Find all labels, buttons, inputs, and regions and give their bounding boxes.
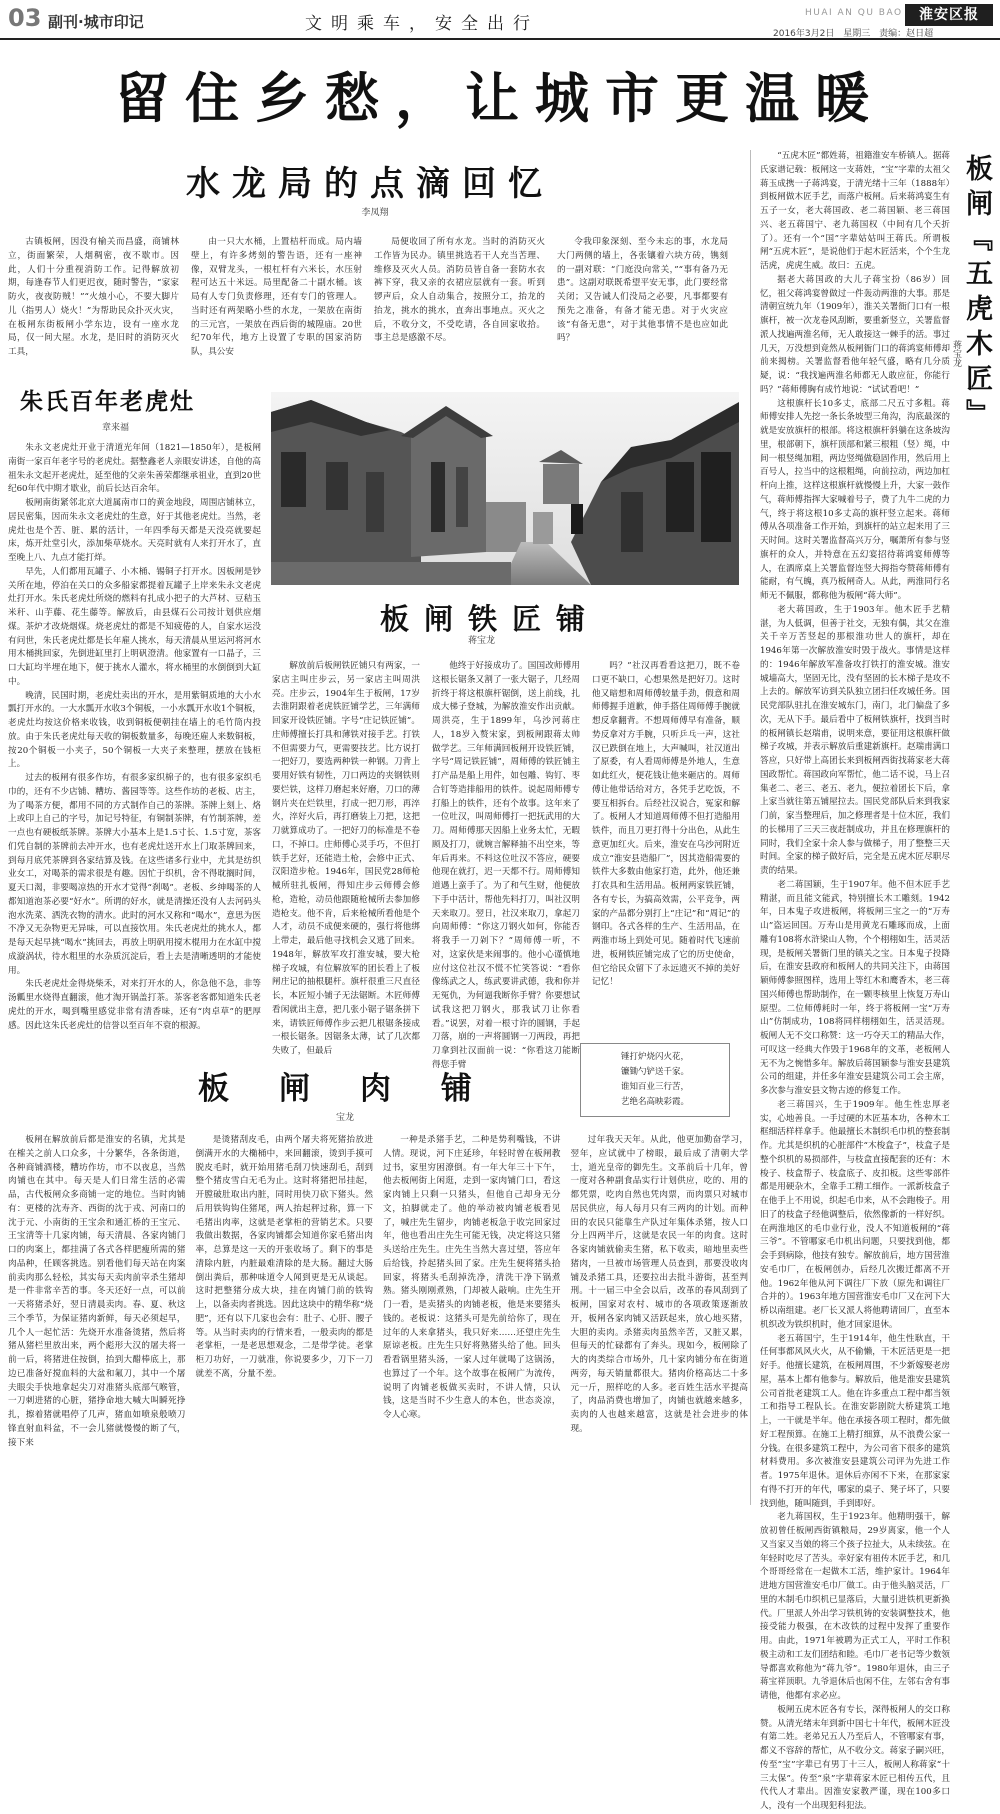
issue-weekday: 星期三	[843, 29, 871, 39]
paper-logo: 淮安区报	[905, 4, 993, 26]
article-author: 宝龙	[336, 1113, 355, 1123]
paragraph: 早先，人们都用瓦罐子、小木桶、锡铜子打开水。因板闸是钞关所在地，停泊在关口的众多船家都提着瓦罐子上岸来朱永文老虎灶打开水。朱氏老虎灶所烧的燃料有扎成小把子的大芦材、豆秸玉米秆、山芋藤、花生藤等。解放后，由县煤石公司按计划供应烟煤。茶炉才改烧烟煤。烧老虎灶的都是不知疲倦的人，自家水运没有问世，朱氏老虎灶都是长年雇人挑水，每天清晨从里运河将河水用木桶挑回家，先倒进缸里打上明矾澄清。他家置有一口晶子，三口大缸均半埋在地下，便于挑水人灌水，将水桶里的水倒倒到大缸中。	[8, 566, 261, 687]
article-title-tiger-stove: 朱氏百年老虎灶	[20, 388, 195, 415]
main-headline: 留住乡愁，让城市更温暖	[115, 67, 885, 130]
paragraph: 老二蒋国颖，生于1907年。他不但木匠手艺精湛，而且能文能武，特别擅长木工雕刻。1942年，日本鬼子攻进板闸，将板闸三宝之一的“万寿山”盗运回国。万寿山是用黄龙石雕琢而成，上面雕有108将水浒梁山人物，个个栩栩如生，活灵活现，是板闸关署衙门里的镇关之宝。日本鬼子投降后，在淮安县政府和板闸人的共同关注下，由蒋国颖师傅参照图样，选用上等红木和鹰香木，老三蒋国兴师傅也帮助制作，在一颗枣核里上恢复万寿山原型。二位师傅耗时一年，终于将板闸一宝“万寿山”仿制成功，108将同样栩栩如生，活灵活现。板闸人无不交口称赞：这一巧夺天工的精品大作，可叹这一经典大作毁于1968年的文革，老板闸人无不为之惋惜多年。解放后蒋国颖参与淮安县建筑公司的组建，并任多年淮安县建筑公司工会主席，多次参与淮安县文物古迹的修复工作。	[760, 879, 950, 1096]
paragraph: 老九蒋国权，生于1923年。他精明强干，解放初曾任板闸西街镇粮局，29岁离家，他一个人又当家又当娘的将三个孩子拉扯大，从未续弦。在年轻时吃尽了苦头。幸好家有祖传木匠手艺，和几个哥哥经常在一起做木工活，维护家计。1964年进地方国营淮安毛巾厂做工。由于他头脑灵活，厂里的木制毛巾织机已显落后，大量引进铁机更新换代。厂里派人外出学习铁机铸的安装调整技术，他接受能力极强，在木改铁的过程中发挥了重要作用。由此，1971年被聘为正式工人，平时工作积极主动和工友们团结和睦。毛巾厂老书记等少数领导都喜欢称他为“蒋九爷”。1980年退休，由三子蒋宝祥顶职。九爷退休后也闲不住，左邻右舍有事请他，他都有求必应。	[760, 1512, 950, 1701]
text-column: 是烫猪刮皮毛，由两个屠夫将死猪抬放进倒满开水的大椭桶中，来回翻滚，烫到手摸可脱皮毛时，就开始用猪毛刮刀快速刮毛，刮到整个猪皮雪白无毛为止。这时将猪把吊挂起，开膛破肚取出内脏，同时用快刀砍下猪头。然后用铁钩钩住猪尾，两人抬起秤过称，算一下毛猪出肉率，这就是老掌柜的营销艺术。只要我做出数据，各家肉铺都会知道你家毛猪出肉率，总算是这一天的开张收场了。剩下的事是清除内脏，内脏最难清除的是大肠。翻过大肠倒出粪后，那种味道令人闻到更是无从谈起。这时把整猪分成大块，挂在肉铺门前的铁钩上，以备卖肉者挑选。因此这块中的精华称“烧肥”，还有以下几家也会有：肚子、心肝、腰子等。从当时卖肉的行情来看，一般卖肉的都是老掌柜，一是老思想观念，二是带学徒。老掌柜刀功好，一刀就准，你说要多少，刀下一刀就差不离，分量不差。	[195, 1135, 373, 1379]
poem-line: 谁知百业三行苦，	[620, 1081, 689, 1092]
article-title-butcher: 板闸肉铺	[198, 1071, 522, 1107]
page-number: 03	[8, 4, 42, 32]
paragraph: 据老大蒋国政的大儿子蒋宝扮（86岁）回忆，祖父蒋鸿宴曾做过一件轰动两淮的大事。那是清朝宣统九年（1909年），淮关关署衙门口有一根旗杆，被一次龙卷风刮断，要重新竖立，关署监督派人找遍两淮名师，无人敢接这一棘手的活。事过几天，万没想到竟然从板闸衙门口的蒋鸿宴师傅却前来揭榜。关署监督看他年轻气盛，略有几分质疑，说：“我找遍两淮名师都无人敢应征，你能行吗？”蒋师傅胸有成竹地说：“试试看吧！”	[760, 274, 950, 395]
article-body-five-tiger-carpenters	[760, 150, 950, 1811]
paragraph: 这根旗杆长10多丈，底部二尺五寸多粗。蒋师傅安排人先挖一条长条坡型三角沟，沟底最深的就是安放旗杆的根部。将这根旗杆斜躺在这条坡沟里，根部朝下，旗杆顶部和紧三根粗（竖）绳，中间一根竖绳加粗，两边竖绳做稳固作用，然后用上百号人，拉当中的这根粗绳，向前拉动，两边加杠杆向上推，这样这根旗杆就慢慢上升，大家一鼓作气，蒋师傅指挥大家喊着号子，费了九牛二虎的力气，终于将这根10多丈高的旗杆竖立起来。蒋师傅从各项准备工作开始，到旗杆的站立起来用了三天时间。这时关署监督高兴万分，嘱萧所有参与竖旗杆的众人，并特意在五幻宴招待蒋鸿宴师傅等人，在酒席桌上关署监督连竖大拇指夸赞蒋师傅有能耐，有气魄，真乃板闸奇人。从此，两淮同行名师无不佩服，都称他为板闸“蒋大师”。	[760, 398, 950, 601]
text-column: 板闸在解放前后都是淮安的名镇，尤其是在榷关之前人口众多，十分繁华，各条街道，各种商铺酒楼，糟坊作坊，市不以夜息，当然肉铺也在其中。每天是人们日常生活的必需品，古代板闸众多商铺一定的地位。当时肉铺有：更楼的沈寿齐、西街的沈于戎、河南口的沈于元、小南街的王宝余和通汇桥的王宝元、王宝清等十几家肉铺，每天清晨、各家肉铺门口的肉案上，都挂满了各式各样肥瘦所需的猪肉品种，任顾客挑选。别看他们每天站在肉案前卖肉那么轻松，其实每天卖肉前宰杀生猪却是一件非常辛苦的事。冬天还好一点，可以前一天将猪杀好，翌日清晨卖肉。春、夏、秋这三个季节，为保证猪肉新鲜，每天必须起早，几个人一起忙活：先烧开水准备烫猪，然后将猪从猪栏里放出来，两个彪形大汉的屠夫将一前一后，将猪进住按倒，抬到大醋棒底上，那边已准备好搅血料的大盆和氟刀，其中一个屠夫眼尖手快地拿起尖刀对准猪头底部气喉管，一刀刺进猪的心脏，猪挣命地大喊大叫瞬死挣扎，擦着猪就唱停了几声，猪血如喷泉般喷刀锋直射血料盆，不一会儿猪就慢慢的断了气，接下来	[8, 1135, 186, 1448]
article-author: 李凤翔	[361, 208, 389, 218]
issue-date: 2016年3月2日	[773, 29, 835, 39]
poem-line: 镰锄勺铲送千家。	[620, 1066, 689, 1077]
poem-box	[580, 1043, 730, 1117]
article-body-butcher	[8, 1134, 748, 1509]
old-street-photo	[271, 392, 739, 585]
paragraph: “五虎木匠”都姓蒋，祖籍淮安车桥镇人。据蒋氏家谱记载：板闸这一支蒋姓，“宝”字辈的太祖父蒋玉成携一子蒋鸿宴，于清光绪十三年（1888年）到板闸做木匠手艺，而落户板闸。后来蒋鸿宴生有五子一女，老大蒋国政、老二蒋国颖、老三蒋国兴、老五蒋国宁、老九蒋国权（中间有几个夭折了）。还有一个“国”字辈姑姑叫王蒋氏。所谓板闸“五虎木匠”，是说他们于起木匠活来，个个生龙活虎，虎虎生威。故曰：五虎。	[760, 151, 950, 271]
text-column: 局便收回了所有水龙。当时的消防灭火工作皆为民办。镇里挑选若干人充当苦理、维修及灭火人员。消防员皆自备一套防水衣裤下穿，我又亲的衣裙应层就有一套。听到锣声后，众人自动集合，按照分工，抬龙的抬龙，挑水的挑水，直奔出事地点。灭火之后，不收分文，不受吃请，各自回家收拾。事主总是感激不尽。	[374, 237, 545, 344]
article-title-five-tiger-carpenters: 板闸『五虎木匠』	[961, 154, 992, 434]
column-divider	[750, 150, 751, 1505]
section-name: 副刊·城市印记	[48, 13, 144, 31]
poem-line: 锤打炉烧闪火花，	[620, 1052, 689, 1062]
text-column: 由一只大水桶，上置桔杆而成。局内墙壁上，有许多烤刻的警告语，还有一座神像，双臂龙头，一根杠杆有六米长，水压射程可达五十米远。局里配备二十副水桶。该局有人专门负责修理，还有专门的管理人。当时还有两架略小些的水龙，一架放在南街的三元宫，一架放在西后街的城隍庙。20世纪70年代，地方上设置了专职的国家消防队，具公安	[191, 237, 362, 357]
text-column: 解放前后板闸铁匠铺只有两家，一家店主叫庄步云，另一家店主叫周洪亮。庄步云，1904年生于板闸，17岁去淮阴跟着老虎铁匠铺学艺，三年满师回家开设铁匠铺。字号“庄记铁匠铺”。庄师傅擅长打具和薄铁对接手艺。打铁不但需要力气，更需要技艺。比方说打一把好刀，要选两种铁一种钢。刀背上要用好铁有韧性，刀口两边的夹钢铁则要烂铁，这样刀磨起来好磨，刀口的薄钢片夹在烂铁里，打成一把刀形，再淬火，淬好火后，再打磨装上刀把，这把刀就算成功了。一把好刀的标准是不卷口，不掉口。庄师傅心灵手巧，不但打铁手艺好，还能造土枪，会修中正式、汉阳造步枪。1946年，国民党28师枪械所驻扎板闸，得知庄步云师傅会修枪，造枪，动员他跟随枪械所去参加修造枪支。他不肯，后来枪械所看他是个人才，动员不成便来硬的，强行将他绑上带走，最后他寻找机会又逃了回来。1948年，解放军攻打淮安城，要大枪梯子攻城，有位解放军的团长看上了板闸庄记的抽根腿杆。旗杆很重三尺直径长，本匠短小铺子无法锯断。木匠师傅看闲就出主意，把几张小锯子锯条拼下来，请铁匠师傅作步云把几根锯条接成一根长锯条。因锯条太薄，试了几次都失败了，但最后	[272, 661, 420, 1056]
header-slogan: 文明乘车，安全出行	[305, 14, 539, 34]
paragraph: 晚清，民国时期，老虎灶卖出的开水，是用紫铜质地的大小水瓢打开水的。一大水瓢开水收3个铜板，一小水瓢开水收1个铜板，老虎灶均按这价格来收钱，收到铜板便朝挂在墙上的毛竹筒内投放。由于朱氏老虎灶每天收的铜板数量多，每晚还雇人来数铜板，按20个铜板一小夹子，50个铜板一大夹子来整理，摆放在钱柜上。	[8, 690, 261, 770]
street-photo-illustration	[271, 392, 739, 585]
article-author: 章来福	[102, 423, 130, 433]
paragraph: 朱永文老虎灶开业于清道光年间（1821—1850年），是板闸南街一家百年老字号的老虎灶。据整鑫老人亲眼安讲述，自他的高祖朱永文起开老虎灶，延至他的父亲朱善荣都继承祖业，直到20世纪60年代中期才歇业，前后长达百余年。	[8, 443, 261, 495]
paragraph: 板闸南街紧邻北京大道属南市口的黄金地段，周围店铺林立，居民密集，因而朱永文老虎灶的生意，好于其他老虎灶。当然，老虎灶也是个苦、脏、累的活计，一年四季每天都是天没亮就要起床，炼开灶堂引火，添加柴草烧水。天亮时就有人来打开水了，直至晚上八、九点才能打烊。	[8, 498, 261, 563]
text-column: 他终于好接成功了。国国改师傅用这根长锯条又割了一张大锯子，几经周折终于将这根旗杆锯倒，送上前线，扎成大梯子登城，为解放淮安作出贡献。周洪亮，生于1899年，乌沙河蒋庄人，18岁入赘宋家，到板闸跟蒋太帅做学艺。三年师满回板闸开设铁匠铺，字号“周记铁匠铺”，周师傅的铁匠铺主打产品是船上用件，如包雕、钩钉、枣合钉等造排船用的铁件。说起周师傅专打船上的铁件，还有个故事。这年来了一位吐汉，叫周师傅打一把抚武用的大刀。周师傅那天因船上业务太忙，无暇顾及打刀，就婉言解释抽不出空来，等年后再来。不料这位吐汉不答应，硬要他现在就打，迟一天都不行。周师傅知道遇上蛮手了。为了和气生财，他便放下手中活计，帮他先料打刀，叫社汉明天来取刀。翌日，社汉来取刀，拿起刀向周师傅：“你这刀钢火如何，你能否将我手一刀剁下？”周师傅一听，不对，这家伙是来闹事的。他小心谨慎地应付这位社汉不慌不忙笑答说：“看你像练武之人，练武要讲武德，我和你并无冤仇，为何逼我断你手臂？你要想试试我这把刀钢火，那我试刀让你看看。”说罢，对着一根寸许的圆钢，手起刀落，崩的一声将圆钢一刀两段，再把刀拿到社汉面前一说：“你看这刀能断得您手臂	[432, 661, 580, 1070]
paper-pinyin: HUAI AN QU BAO	[805, 8, 903, 18]
page-header	[0, 0, 1000, 40]
poem-line: 艺绝名高映彩霞。	[620, 1096, 689, 1107]
article-author: 蒋宝龙	[468, 636, 496, 646]
paragraph: 老大蒋国政，生于1903年。他木匠手艺精湛，为人低调，但善于社交，无独有偶，其父在淮关千辛万苦竖起的那根淮功世人的旗杆，却在1946年第一次解放淮安时毁于战火。事情是这样的：1946年解放军准备攻打铁打的淮安城。淮安城墙高大，坚固无比，没有坚固的长木梯子是攻不上去的。解放军访到关队独立团扫任攻城任务。国民党部队驻扎在淮安城东门，南门，北门偏盘了多次，无从下手。最后看中了板闸铁旗杆，找到当时的板闸镇长赵瑞甫，说明来意，要征用这根旗杆做梯子攻城，并表示解放后重建新旗杆。赵瑞甫满口答应，只好带上高团长来到板闸西街找蒋家老大蒋国政帮忙。蒋国政向军帮忙，他二话不说，马上召集老二、老三、老五、老九，便拉着团长下后，拿上家当就往第五铺屋拉去。国民党部队后来到我家门前，家当整理后，加之修理者是十位木匠，我们的长梯用了三天三夜赶制成功，并且在修理旗杆的同时，我们全家十余人参与做梯子，用了整整三天时间。全家的梯子做好后，完全是五虎木匠尽职尽责的结果。	[760, 604, 950, 876]
text-column: 令我印象深刻、至今未忘的事，水龙局大门两侧的墙上，各张镶着六块方砖，镌刻的一副对联：“门庭没向常关，”“事有备乃无患”。这副对联既希望平安无事，此门要经常关闭；又告诫人们没局之必要，凡事都要有预先之准备，有备才能无患。对于火灾应该“有备无患”，对于其他事情不是也应如此吗？	[557, 237, 728, 344]
header-date-line	[773, 26, 939, 39]
text-column: 一种是杀猪手艺，二种是势利嘴钱，不讲人情。现说，河下庄延珍，年轻时曾在板闸教过书，家里穷困潦倒。有一年大年三十下午，他去板闸街上闲逛，走到一家肉铺门口，看这家肉铺上只剩一只猪头，但他自己却身无分文，拍脚就走了。他的举动被肉铺老板看见了，喊庄先生留步，肉铺老板急于收完回家过年，他也看出庄先生可能无钱，决定将这只猪头送给庄先生。庄先生当然大喜过望，答应年后给钱，拎起猪头回了家。庄先生便将猪头拾回家，将猪头毛刮掉洗净，清洗干净下锅煮熟。猪头刚刚煮熟，门却被人敲响。庄先生开门一看，是卖猪头的肉铺老板，他是来要猪头钱的。老板说：这猪头可是先前给你了，现在过年的人来拿猪头，我只好来……还望庄先生原谅老板。庄先生只好将熟猪头给了他。回头看看锅里猪头汤，一家人过年就喝了这锅汤，也算过了一个年。这个故事在板闸广为流传，说明了肉铺老板做买卖时，不讲人情，只认钱，这是当时不少生意人的本色，世态炎凉，令人心寒。	[383, 1135, 561, 1420]
article-body-water-dragon	[8, 236, 728, 366]
paragraph: 过去的板闸有很多作坊，有很多家织棉子的，也有很多家织毛巾的，还有不少店铺、糟坊、酱园等等。这些作坊的老板、店主，为了喝茶方便，都用不同的方式制作自己的茶牌。茶牌上刻上、烙上或印上自己的字号，加记号特征，有铜制茶牌，有竹制茶牌，差一点也有硬板纸茶牌。茶牌大小基本上是1.5寸长、1.5寸宽，茶客们凭自制的茶牌前去冲开水，也有老虎灶送开水上门取茶牌回来，到每月底凭茶牌到各家结算及钱。在这些诸多行业中，尤其是纺织业女工，对喝茶的需求很是有趣。因忙于织机，舍不得耽搁时间，夏天口渴，非要喝凉热的开水才觉得“刹喝”。老板、乡绅喝茶的人都知道泡茶必要“好水”。所谓的好水，就是清操还没有人去河码头泡水洗菜、洒洗衣物的清水。此时的河水又称和“喝水”，意思为医不净又无杂物更无异味，可以直接饮用。朱氏老虎灶的挑水人，都是每天起早挑“喝水”挑回去，再放上明矾用搅木棍用力在水缸中搅成漩涡状，待水粗里的水杂质沉淀后，看上去是清晰透明的才能使用。	[8, 773, 261, 976]
paragraph: 老五蒋国宁，生于1914年，他生性耿直，干任何事都风风火火，从不偷懒，干木匠活更是一把好手。他擅长建筑，在板闸周围，不少新嫁娶老房屋，基本上都有他参与。解放后，他是淮安县建筑公司首批老建筑工人。他在许多重点工程中都当领工和指导工程队长。在淮安影剧院大桥建筑工地上，一干就是半年。他在承接各项工程时，都先做好工程预算。在施工上精打细算，从不浪费公家一分钱。在很多建筑工程中，为公司省下很多的建筑材料费用。多次被淮安县建筑公司评为先进工作者。1975年退休。退休后亦闲不下来，在那家家有得不打开的年代，哪家的桌子、凳子坏了，只要找到他，随叫随到，手到即好。	[760, 1333, 950, 1509]
text-column: 古镇板闸，因没有榆关而昌盛，商铺林立，街面繁荣，人烟稠密，夜不歇市。因此，人们十分重视消防工作。记得解放初期，每逢春节人们更迟夜，随时警告，“家家防火，夜夜防贼！”“火烛小心，不要大脚片儿（指男人）烧火！”为帮助民众扑灭火灾，在板闸东街板闸小学东边，设有一座水龙局，仅一间大屋。水龙，是旧时的消防灭火工具，	[8, 237, 179, 357]
paragraph: 朱氏老虎灶金得烧柴禾，对来打开水的人，你急他不急，非等汤瓤里水烧得直翻滚，他才淘开锅盖打茶。茶客老客都知道朱氏老虎灶的开水，喝到嘴里感觉非常有清香味，还有“肉卓草”的肥厚感。因此这朱氏老虎灶的信誉以至百年不衰的根源。	[8, 979, 261, 1031]
text-column: 吗？”社汉再看看这把刀，既不卷口更不缺口，心想果然是把好刀。这时他又暗想和周师傅较量手劲，假意和周师傅握手道歉，伸手搭住周师傅手腕就想反拿翻背。不想周师傅早有准备，顺势反拿对方手腕，只听乒乓一声，这社汉已跌倒在地上，大声喊叫，社汉道出了原委，有人看周师傅是外地人，生意如此红火，便花钱让他来砸店的。周师傅让他带话给对方，各凭手艺吃饭，不要互相拆台。后经社汉说合，冤家和解了。板闸人才知道周师傅不但打造船用铁件，而且刀更打得十分出色，从此生意更加红火。后来，淮安在乌沙河附近成立“淮安县造船厂”，因其造船需要的铁件大多数由他家打造，此外，他还兼打农具和生活用品。板闸两家铁匠铺，各有专长，为搞高效需，公平竞争，两家的产品都分别打上“庄记”和“周记”的钢印。各式各样的生产、生活用品，在两淮市场上到处可见。随着时代飞速前进，板闸铁匠铺完成了它的历史使命，但它给民众留下了永远遗灭不掉的美好记忆！	[592, 661, 740, 988]
editor-credit: 责编：赵日超	[879, 29, 934, 39]
text-column: 过年我天天年。从此，他更加勤奋学习，翌年，应试就中了榜眼，最后成了清朝大学士，道光皇帝的御先生。文革前后十几年，曾一度对各种副食品实行计划供应，吃的、用的都凭票，吃肉自然也凭肉票，而肉票只对城市居民供应，每人每月只有三两肉的计划。而种田的农民只能靠生产队过年集体杀猪，按人口分上四两半斤，这就是农民一年的肉食。这时各家肉铺就偷卖生猪，私下收卖，暗地里卖些猪肉，一旦被市场管理人员查到，那要没收肉铺及杀猪工具，还要拉出去批斗游街，甚至判刑。十一届三中全会以后，改革的春风刮到了板闸，国家对农村、城市的各项政策逐渐放开，板闸各家肉铺又活跃起来，放心地买猪，大胆的卖肉。杀猪卖肉虽然辛苦，又脏又累，但每天的忙碌都有了奔头。现如今，板闸除了大的肉类综合市场外，几十家肉铺分布在街道两旁，每天销量都很大。猪肉价格高达二十多元一斤，照样吃的人多。老百姓生活水平提高了，肉品消费也增加了，肉铺也就越来越多，卖肉的人也越来越富，这就是社会进步的体现。	[570, 1135, 748, 1434]
paragraph: 板闸五虎木匠各有专长，深得板闸人的交口称赞。从清光绪末年到新中国七十年代，板闸木匠没有第二姓。老弟兄五人乃至后人，不管哪家有事，都义不容辞的帮忙，从不收分文。蒋家子嗣兴旺，传至“宝”字辈已有男丁十三人，板闸人称蒋家“十三太保”。传至“泉”字辈蒋家木匠已相传五代，且代代人才辈出。因淮安家教严谨，现在100多口人，没有一个出现犯科犯法。	[760, 1704, 950, 1811]
article-author: 蒋宝龙	[951, 340, 961, 367]
article-title-blacksmith: 板闸铁匠铺	[379, 602, 600, 636]
paragraph: 老三蒋国兴，生于1909年。他生性忠厚老实，心地善良。一手过硬的木匠基本功，各种木工框细活样样拿手。他最擅长木制织毛巾机的整套制作。尤其是织机的心脏部件“木梭盒子”，枝盒子是整个织机的易损部件，与枝盒直接配套的还有：木梭子、枝盒帮子、枝盒底子、皮扣板。这些零部件都是用硬杂木，全靠手工精工细作。一派新枝盒子在他手上不用说，织起毛巾来，从不会跑梭子。用旧了的枝盒子经他调整后，依然像新的一样好织。在两淮地区的毛巾业行业，没人不知道板闸的“蒋三爷”。不管哪家毛巾机出问题，只要找到他，都会手到病除，他技有独专。解放前后，地方国营淮安毛巾厂，在板闸创办，后经几次搬迁都离不开他。1962年他从河下调往厂下放（原先和调往厂合并的）。1963年地方国营淮安毛巾厂又在河下大桥以南组建。老厂长又派人将他聘请回厂，直至本机织改为铁织机时，他才回家退休。	[760, 1099, 950, 1330]
article-title-water-dragon: 水龙局的点滴回忆	[186, 164, 554, 204]
